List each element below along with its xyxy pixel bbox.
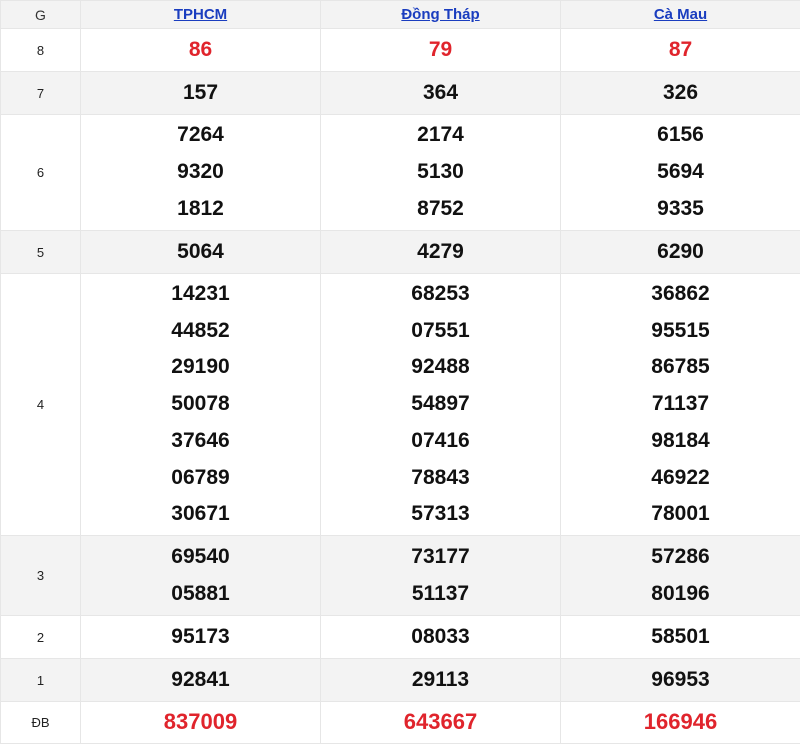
prize-number: 69540: [171, 539, 229, 576]
prize-grade: ĐB: [1, 702, 81, 744]
prize-number: 57286: [651, 539, 709, 576]
prize-number: 157: [183, 75, 218, 112]
prize-number: 6290: [657, 234, 704, 271]
prize-number: 54897: [411, 386, 469, 423]
prize-number: 643667: [404, 704, 477, 741]
prize-cell: [561, 115, 800, 231]
prize-number: 5130: [417, 154, 464, 191]
prize-number: 50078: [171, 386, 229, 423]
prize-number: 78843: [411, 460, 469, 497]
prize-number: 71137: [652, 386, 709, 423]
prize-number: 37646: [171, 423, 229, 460]
prize-number: 8752: [417, 191, 464, 228]
prize-cell: [321, 29, 561, 72]
prize-grade: 7: [1, 72, 81, 115]
prize-number: 58501: [651, 619, 709, 656]
prize-row: [1, 274, 800, 536]
prize-number: 9335: [657, 191, 704, 228]
grade-header: G: [1, 1, 81, 29]
prize-cell: [561, 274, 800, 536]
prize-cell: [561, 29, 800, 72]
header-row: [1, 1, 800, 29]
province-link-dong-thap[interactable]: Đồng Tháp: [401, 6, 479, 23]
prize-cell: [321, 274, 561, 536]
prize-number: 06789: [171, 460, 229, 497]
prize-cell: [321, 115, 561, 231]
prize-cell: [321, 659, 561, 702]
prize-number: 29113: [412, 662, 469, 699]
prize-cell: [81, 616, 321, 659]
prize-row: [1, 115, 800, 231]
prize-cell: [81, 115, 321, 231]
prize-number: 36862: [651, 276, 709, 313]
prize-number: 837009: [164, 704, 237, 741]
prize-number: 80196: [651, 576, 709, 613]
prize-number: 5694: [657, 154, 704, 191]
prize-number: 78001: [651, 496, 709, 533]
prize-grade: 4: [1, 274, 81, 536]
prize-cell: [561, 231, 800, 274]
prize-grade: 8: [1, 29, 81, 72]
prize-number: 98184: [651, 423, 709, 460]
prize-number: 73177: [411, 539, 469, 576]
province-header: [561, 1, 800, 29]
prize-number: 05881: [171, 576, 229, 613]
prize-cell: [561, 616, 800, 659]
prize-number: 6156: [657, 117, 704, 154]
prize-cell: [81, 274, 321, 536]
prize-row: [1, 616, 800, 659]
prize-number: 57313: [411, 496, 469, 533]
prize-cell: [561, 536, 800, 616]
prize-cell: [81, 702, 321, 744]
prize-number: 51137: [412, 576, 469, 613]
prize-number: 96953: [651, 662, 709, 699]
prize-number: 7264: [177, 117, 224, 154]
prize-cell: [321, 702, 561, 744]
prize-number: 08033: [411, 619, 469, 656]
prize-cell: [81, 231, 321, 274]
prize-number: 86785: [651, 349, 709, 386]
prize-number: 2174: [417, 117, 464, 154]
prize-row: [1, 702, 800, 744]
prize-number: 364: [423, 75, 458, 112]
prize-row: [1, 231, 800, 274]
prize-grade: 6: [1, 115, 81, 231]
prize-cell: [561, 72, 800, 115]
province-link-ca-mau[interactable]: Cà Mau: [654, 6, 707, 23]
prize-grade: 3: [1, 536, 81, 616]
prize-number: 86: [189, 32, 212, 69]
province-header: [321, 1, 561, 29]
prize-number: 44852: [171, 313, 229, 350]
prize-number: 46922: [651, 460, 709, 497]
prize-number: 326: [663, 75, 698, 112]
prize-number: 79: [429, 32, 452, 69]
prize-number: 14231: [171, 276, 229, 313]
prize-grade: 5: [1, 231, 81, 274]
prize-row: [1, 72, 800, 115]
prize-cell: [81, 29, 321, 72]
prize-cell: [561, 659, 800, 702]
prize-number: 4279: [417, 234, 464, 271]
prize-number: 30671: [171, 496, 229, 533]
prize-number: 95515: [651, 313, 709, 350]
prize-cell: [561, 702, 800, 744]
prize-cell: [321, 72, 561, 115]
prize-number: 92488: [411, 349, 469, 386]
prize-cell: [81, 72, 321, 115]
prize-number: 1812: [177, 191, 224, 228]
prize-number: 87: [669, 32, 692, 69]
prize-number: 92841: [171, 662, 229, 699]
prize-grade: 1: [1, 659, 81, 702]
prize-cell: [81, 536, 321, 616]
prize-number: 68253: [411, 276, 469, 313]
prize-cell: [321, 616, 561, 659]
province-header: [81, 1, 321, 29]
prize-cell: [81, 659, 321, 702]
prize-number: 166946: [644, 704, 717, 741]
prize-row: [1, 29, 800, 72]
prize-number: 07416: [411, 423, 469, 460]
prize-number: 95173: [171, 619, 229, 656]
results-body: [1, 29, 800, 744]
prize-row: [1, 659, 800, 702]
prize-number: 07551: [411, 313, 469, 350]
province-link-tphcm[interactable]: TPHCM: [174, 6, 227, 23]
prize-row: [1, 536, 800, 616]
prize-cell: [321, 536, 561, 616]
prize-grade: 2: [1, 616, 81, 659]
prize-cell: [321, 231, 561, 274]
prize-number: 29190: [171, 349, 229, 386]
prize-number: 9320: [177, 154, 224, 191]
prize-number: 5064: [177, 234, 224, 271]
